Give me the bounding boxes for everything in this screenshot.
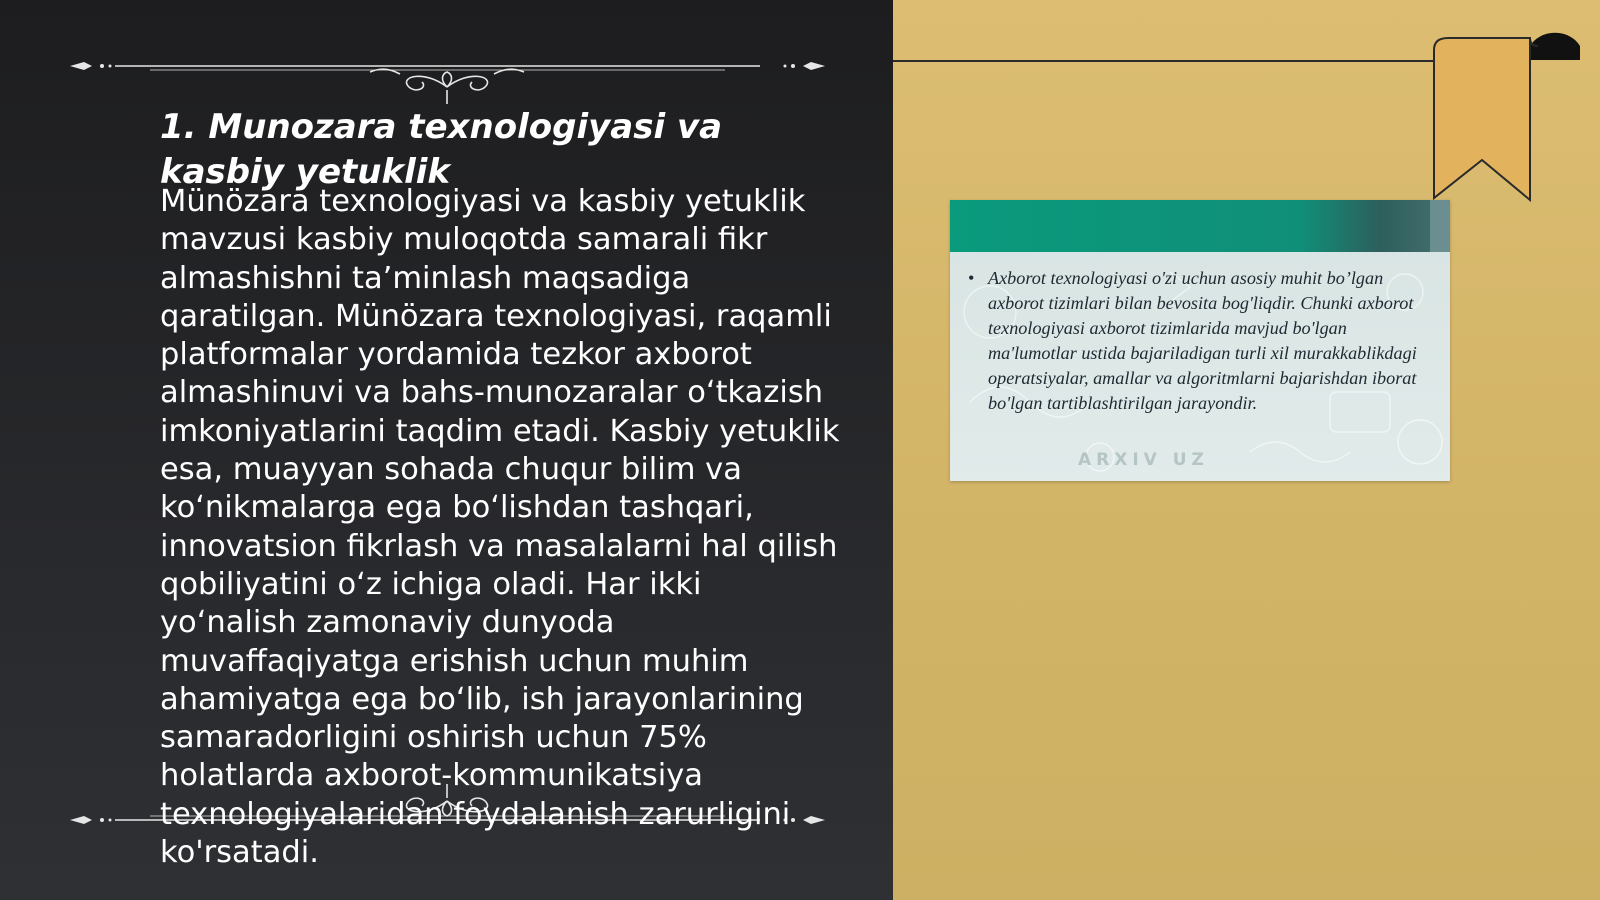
info-box-item: • Axborot texnologiyasi o'zi uchun asosiy muhit bo’lgan axborot tizimlari bilan bevosita bog'liqdir. Chunki axborot texnologiyasi axborot tizimlarida mavjud bo'lgan ma'lumotlar ustida bajariladigan turli xil murakkablikdagi operatsiyalar, amallar va algoritmlarni bajarishdan iborat bo'lgan tartiblashtirilgan jarayondir. xyxy=(968,266,1438,417)
info-box-list xyxy=(968,266,1438,417)
top-rule xyxy=(893,60,1453,62)
slide-title: 1. Munozara texnologiyasi va kasbiy yetuklik xyxy=(160,107,723,192)
bookmark-ribbon-icon xyxy=(1430,30,1580,205)
info-box xyxy=(950,200,1450,481)
flourish-divider-icon xyxy=(70,52,825,112)
slide-body-text: Münözara texnologiyasi va kasbiy yetuklik mavzusi kasbiy muloqotda samarali fikr almashishni ta’minlash maqsadiga qaratilgan. Münözara texnologiyasi, raqamli platformalar yordamida tezkor axborot almashinuvi va bahs-munozaralar o‘tkazish imkoniyatlarini taqdim etadi. Kasbiy yetuklik esa, muayyan sohada chuqur bilim va ko‘nikmalarga ega bo‘lishdan tashqari, innovatsion fikrlash va masalalarni hal qilish qobiliyatini o‘z ichiga oladi. Har ikki yo‘nalish zamonaviy dunyoda muvaffaqiyatga erishish uchun muhim ahamiyatga ega bo‘lib, ish jarayonlarining samaradorligini oshirish uchun 75% holatlarda axborot-kommunikatsiya texnologiyalaridan foydalanish zarurligini ko'rsatadi. xyxy=(160,184,840,871)
watermark: ARXIV UZ xyxy=(1078,450,1209,470)
info-box-header xyxy=(950,200,1450,252)
